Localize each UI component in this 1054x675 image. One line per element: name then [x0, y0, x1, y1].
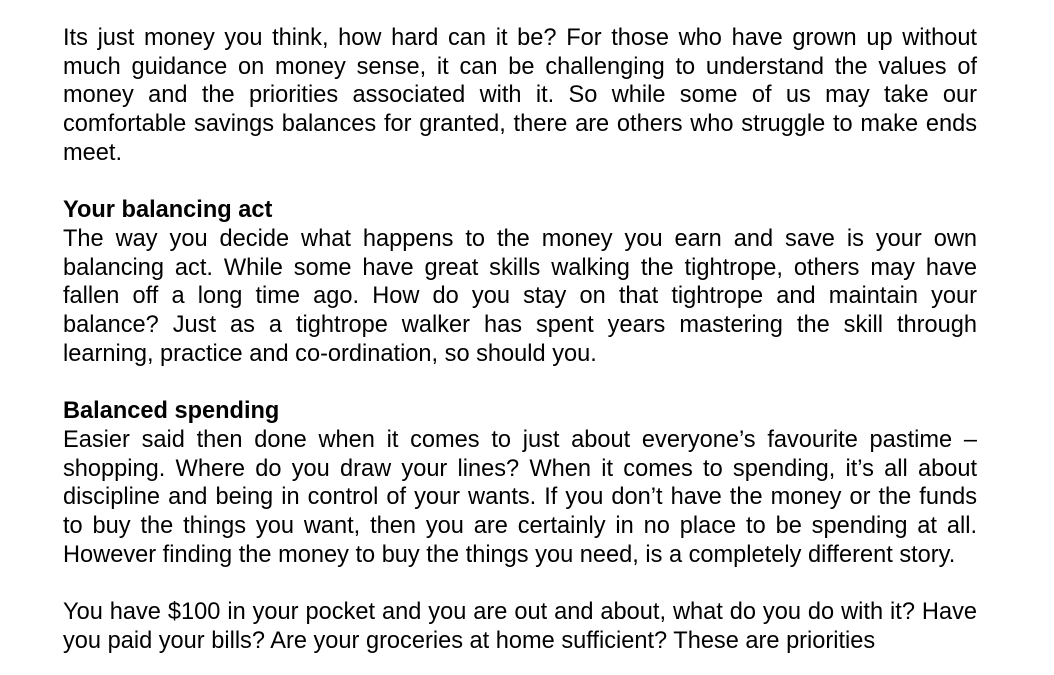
section-body-balancing-act: The way you decide what happens to the money you earn and save is your own balancing act. While some have great skills walking the tightrope, others may have fallen off a long time ago. How do you stay on that tightrope and maintain your balance? Just as a tightrope walker has spent years mastering the skill through learning, practice and co-ordination, so should you. — [63, 225, 977, 367]
paragraph-spacer — [63, 168, 977, 197]
intro-paragraph: Its just money you think, how hard can it be? For those who have grown up without much guidance on money sense, it can be challenging to understand the values of money and the priorities associated with it. So while some of us may take our comfortable savings balances for granted, there are others who struggle to make ends meet. — [63, 25, 977, 166]
paragraph-spacer — [63, 569, 977, 598]
section-heading-balanced-spending: Balanced spending — [63, 398, 280, 425]
closing-paragraph: You have $100 in your pocket and you are out and about, what do you do with it? Have you paid your bills? Are your groceries at home sufficient? These are priorities — [63, 599, 977, 654]
section-body-balanced-spending: Easier said then done when it comes to just about everyone’s favourite pastime – shopping. Where do you draw your lines? When it comes to spending, it’s all about discipline and being in control of your wants. If you don’t have the money or the funds to buy the things you want, then you are certainly in no place to be spending at all. However finding the money to buy the things you need, is a completely different story. — [63, 426, 977, 568]
document-page — [63, 24, 977, 655]
section-heading-balancing-act: Your balancing act — [63, 197, 273, 224]
paragraph-spacer — [63, 368, 977, 397]
